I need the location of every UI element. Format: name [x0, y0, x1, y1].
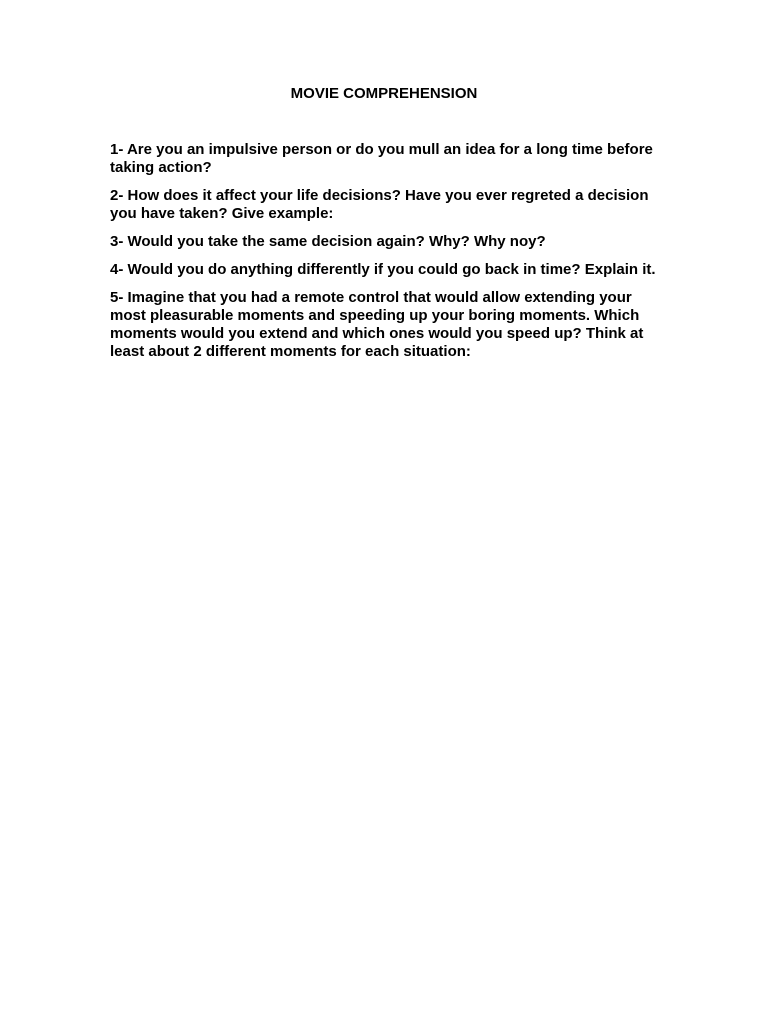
document-title: MOVIE COMPREHENSION	[290, 85, 478, 102]
question-3: 3- Would you take the same decision again? Why? Why noy?	[110, 233, 546, 250]
question-4: 4- Would you do anything differently if you could go back in time? Explain it.	[110, 261, 656, 278]
question-2: 2- How does it affect your life decisions? Have you ever regreted a decision you have taken? Give example:	[110, 187, 649, 222]
question-5: 5- Imagine that you had a remote control that would allow extending your most pleasurable moments and speeding up your boring moments. Which moments would you extend and which ones would you speed up? Think at least about 2 different moments for each situation:	[110, 289, 644, 360]
question-1: 1- Are you an impulsive person or do you mull an idea for a long time before taking action?	[110, 141, 653, 176]
question-list	[110, 141, 662, 371]
